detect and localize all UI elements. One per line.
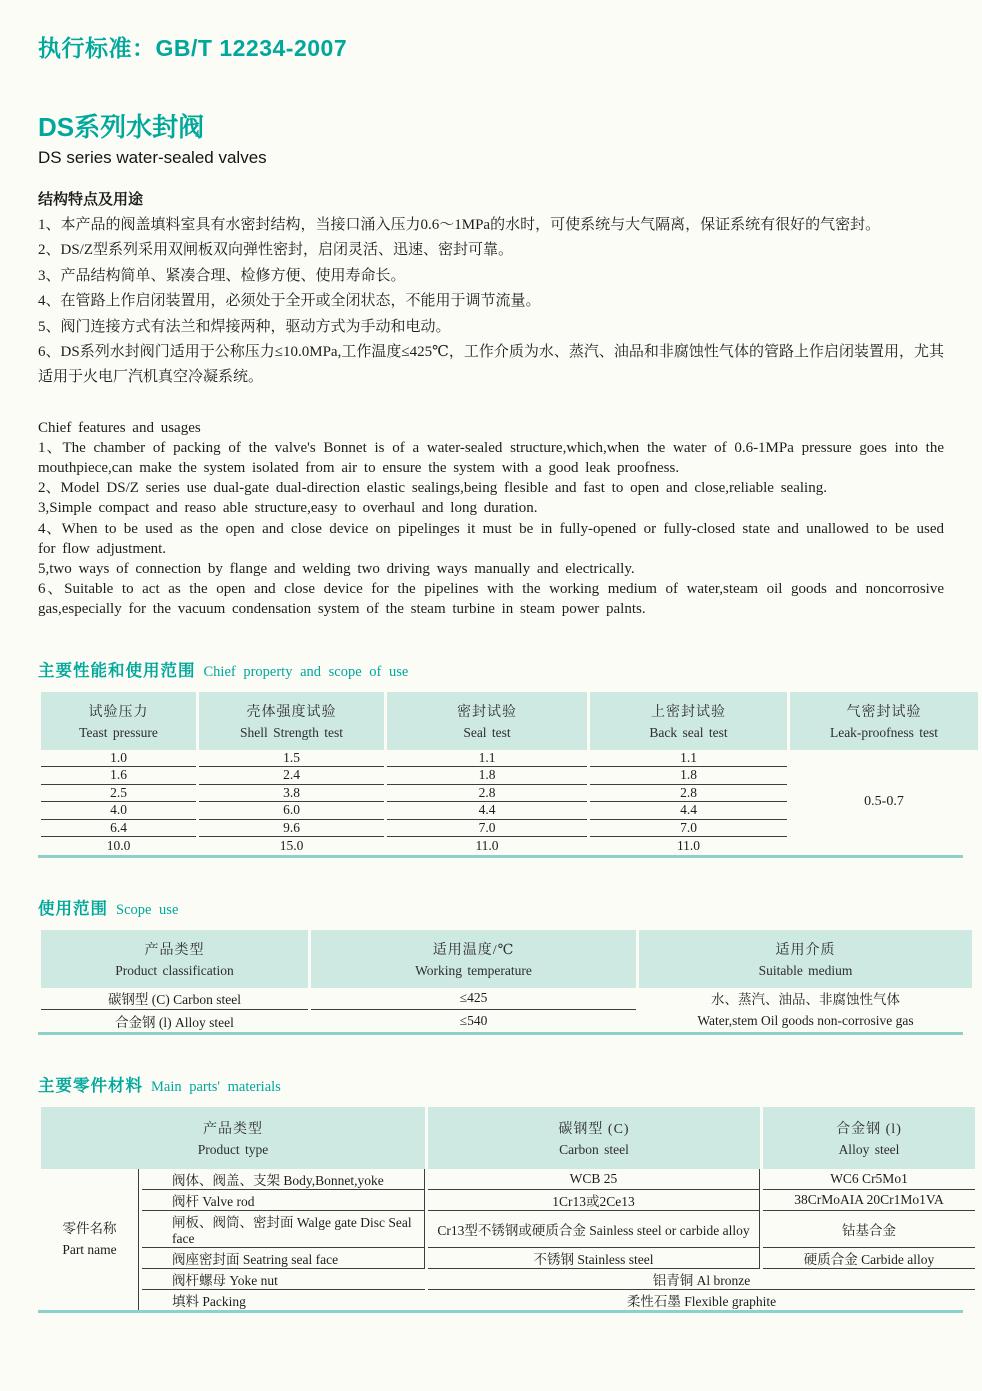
- suitable-medium-en: Water,stem Oil goods non-corrosive gas: [697, 1012, 914, 1028]
- materials-col-header: [41, 1107, 425, 1169]
- table-cell: 15.0: [279, 837, 304, 853]
- part-name-label-en: Part name: [62, 1242, 117, 1258]
- table-row: [41, 988, 972, 1010]
- scope-header-row: [41, 930, 972, 988]
- table-cell: 不锈钢 Stainless steel: [428, 1248, 760, 1269]
- performance-col-header: [41, 692, 196, 750]
- scope-col-header: [311, 930, 636, 988]
- table-row: [41, 1169, 975, 1190]
- product-title-zh: DS系列水封阀: [38, 112, 205, 142]
- col-header-en: Seal test: [463, 724, 511, 740]
- col-header-en: Working temperature: [415, 962, 532, 978]
- col-header-zh: 气密封试验: [846, 704, 922, 720]
- feature-item-en: 6、Suitable to act as the open and close device for the pipelines with the working medium of water,steam oil goods and noncorrosive gas,especially for the vacuum condensation system of the steam turbine in steam power palnts.: [38, 581, 944, 618]
- table-cell: 2.5: [41, 785, 196, 803]
- table-cell: ≤425: [311, 988, 636, 1010]
- features-section-zh: [38, 188, 944, 391]
- scope-heading-en: Scope use: [116, 901, 179, 918]
- table-cell: 1Cr13或2Ce13: [428, 1190, 760, 1211]
- table-row: [41, 1290, 975, 1310]
- col-header-zh: 密封试验: [457, 704, 517, 720]
- table-cell: 6.0: [199, 802, 384, 820]
- table-cell: WCB 25: [428, 1169, 760, 1190]
- table-cell: 3.8: [199, 785, 384, 803]
- table-cell: 7.0: [590, 820, 787, 838]
- features-section-en: [38, 418, 944, 620]
- performance-header-row: [41, 692, 978, 750]
- table-cell: 11.0: [475, 837, 499, 853]
- standard-title: 执行标准：GB/T 12234-2007: [38, 35, 348, 61]
- feature-item-en: 4、When to be used as the open and close device on pipelinges it must be in fully-opened or fully-closed state and unallowed to be used for flow adjustment.: [38, 520, 944, 557]
- col-header-en: Product classification: [115, 962, 234, 978]
- table-cell: 2.8: [387, 785, 587, 803]
- feature-item-zh: 1、本产品的阀盖填料室具有水密封结构，当接口涌入压力0.6～1MPa的水时，可使系统与大气隔离，保证系统有很好的气密封。: [38, 217, 881, 233]
- table-cell: 1.1: [590, 750, 787, 768]
- table-cell: 7.0: [387, 820, 587, 838]
- table-cell: 38CrMoAIA 20Cr1Mo1VA: [763, 1190, 975, 1211]
- materials-heading-en: Main parts' materials: [151, 1078, 281, 1095]
- col-header-zh: 产品类型: [203, 1121, 263, 1137]
- col-header-en: Carbon steel: [559, 1141, 629, 1157]
- table-cell: 阀杆螺母 Yoke nut: [142, 1269, 425, 1290]
- col-header-en: Shell Strength test: [240, 724, 343, 740]
- table-cell: 闸板、阀筒、密封面 Walge gate Disc Seal face: [142, 1211, 425, 1248]
- table-row: [41, 1269, 975, 1290]
- table-cell: 6.4: [41, 820, 196, 838]
- table-cell: 11.0: [676, 837, 701, 853]
- table-row: [41, 750, 978, 768]
- table-cell: 4.0: [41, 802, 196, 820]
- table-cell: 填料 Packing: [172, 1293, 246, 1309]
- col-header-zh: 产品类型: [144, 942, 205, 958]
- col-header-en: Back seal test: [649, 724, 728, 740]
- scope-table: [38, 930, 975, 1032]
- table-cell: 2.4: [199, 767, 384, 785]
- table-bottom-rule: [38, 1032, 963, 1035]
- materials-header-row: [41, 1107, 975, 1169]
- table-cell: 4.4: [590, 802, 787, 820]
- leak-proofness-value: 0.5-0.7: [864, 794, 904, 810]
- feature-item-en: 5,two ways of connection by flange and welding two driving ways manually and electrically.: [38, 561, 635, 578]
- table-cell: 1.8: [387, 767, 587, 785]
- feature-item-en: 1、The chamber of packing of the valve's Bonnet is of a water-sealed structure,which,when the water of 0.6-1MPa pressure goes into the mouthpiece,can make the system isolated from air to ensure the system with a good leak proofness.: [38, 439, 944, 477]
- features-heading-en: Chief features and usages: [38, 419, 201, 436]
- table-cell: 1.1: [387, 750, 587, 768]
- table-cell: 硬质合金 Carbide alloy: [763, 1248, 975, 1269]
- col-header-en: Leak-proofness test: [829, 724, 939, 740]
- col-header-zh: 壳体强度试验: [246, 704, 337, 720]
- table-bottom-rule: [38, 1310, 963, 1313]
- col-header-zh: 上密封试验: [651, 704, 726, 720]
- table-cell: 柔性石墨 Flexible graphite: [626, 1293, 777, 1309]
- col-header-en: Suitable medium: [758, 962, 853, 978]
- feature-item-zh: 4、在管路上作启闭装置用，必须处于全开或全闭状态，不能用于调节流量。: [38, 293, 541, 310]
- feature-item-en: 3,Simple compact and reaso able structure,easy to overhaul and long duration.: [38, 500, 538, 517]
- performance-heading-zh: 主要性能和使用范围: [38, 660, 196, 680]
- table-cell: 阀体、阀盖、支架 Body,Bonnet,yoke: [142, 1169, 425, 1190]
- table-cell: 阀座密封面 Seatring seal face: [142, 1248, 425, 1269]
- performance-table: [38, 692, 981, 855]
- scope-col-header: [639, 930, 972, 988]
- performance-col-header: [199, 692, 384, 750]
- materials-table: [38, 1107, 978, 1310]
- materials-section-heading: [38, 1072, 963, 1096]
- table-cell: 1.0: [41, 750, 196, 768]
- performance-section-heading: [38, 657, 963, 681]
- col-header-en: Teast pressure: [79, 724, 158, 740]
- table-cell: 2.8: [590, 785, 787, 803]
- table-cell: 合金钢 (l) Alloy steel: [115, 1014, 234, 1030]
- product-title-en: DS series water-sealed valves: [38, 148, 267, 167]
- part-name-label-zh: 零件名称: [62, 1221, 117, 1237]
- col-header-en: Alloy steel: [838, 1141, 900, 1157]
- performance-col-header: [387, 692, 587, 750]
- col-header-zh: 碳钢型 (C): [558, 1121, 630, 1137]
- table-cell: 9.6: [199, 820, 384, 838]
- table-row: [41, 1190, 975, 1211]
- performance-heading-en: Chief property and scope of use: [203, 663, 409, 680]
- col-header-en: Product type: [197, 1141, 269, 1157]
- feature-item-zh: 2、DS/Z型系列采用双闸板双向弹性密封，启闭灵活、迅速、密封可靠。: [38, 242, 514, 259]
- part-name-label-cell: [41, 1169, 139, 1310]
- col-header-zh: 适用温度/℃: [432, 942, 515, 958]
- col-header-zh: 试验压力: [88, 704, 149, 720]
- table-cell: Cr13型不锈钢或硬质合金 Sainless steel or carbide alloy: [428, 1211, 760, 1248]
- table-cell: 钴基合金: [763, 1211, 975, 1248]
- table-cell: 碳钢型 (C) Carbon steel: [41, 988, 308, 1010]
- table-cell: 1.8: [590, 767, 787, 785]
- table-cell: 阀杆 Valve rod: [142, 1190, 425, 1211]
- features-heading-zh: 结构特点及用途: [38, 192, 144, 208]
- materials-col-header: [763, 1107, 975, 1169]
- materials-heading-zh: 主要零件材料: [38, 1075, 143, 1095]
- table-cell: WC6 Cr5Mo1: [763, 1169, 975, 1190]
- materials-col-header: [428, 1107, 760, 1169]
- table-bottom-rule: [38, 855, 963, 858]
- feature-item-zh: 5、阀门连接方式有法兰和焊接两种，驱动方式为手动和电动。: [38, 318, 451, 335]
- performance-col-header: [590, 692, 787, 750]
- col-header-zh: 适用介质: [775, 942, 836, 958]
- feature-item-zh: 6、DS系列水封阀门适用于公称压力≤10.0MPa,工作温度≤425℃，工作介质为水、蒸汽、油品和非腐蚀性气体的管路上作启闭装置用，尤其适用于火电厂汽机真空冷凝系统。: [38, 344, 944, 386]
- table-cell: 4.4: [387, 802, 587, 820]
- table-cell: 铝青铜 Al bronze: [428, 1269, 975, 1290]
- table-row: [41, 1248, 975, 1269]
- table-cell: ≤540: [459, 1012, 488, 1028]
- table-cell: 10.0: [106, 837, 131, 853]
- table-cell: 1.6: [41, 767, 196, 785]
- scope-section-heading: [38, 895, 963, 919]
- table-row: [41, 1211, 975, 1248]
- performance-col-header: [790, 692, 978, 750]
- scope-col-header: [41, 930, 308, 988]
- col-header-zh: 合金钢 (l): [836, 1121, 902, 1137]
- scope-heading-zh: 使用范围: [38, 898, 108, 918]
- feature-item-zh: 3、产品结构简单、紧凑合理、检修方便、使用寿命长。: [38, 267, 406, 284]
- feature-item-en: 2、Model DS/Z series use dual-gate dual-direction elastic sealings,being flesible and fast to open and close,reliable sealing.: [38, 480, 827, 497]
- suitable-medium-zh: 水、蒸汽、油品、非腐蚀性气体: [711, 991, 900, 1007]
- suitable-medium-cell: [639, 988, 972, 1032]
- table-cell: 1.5: [199, 750, 384, 768]
